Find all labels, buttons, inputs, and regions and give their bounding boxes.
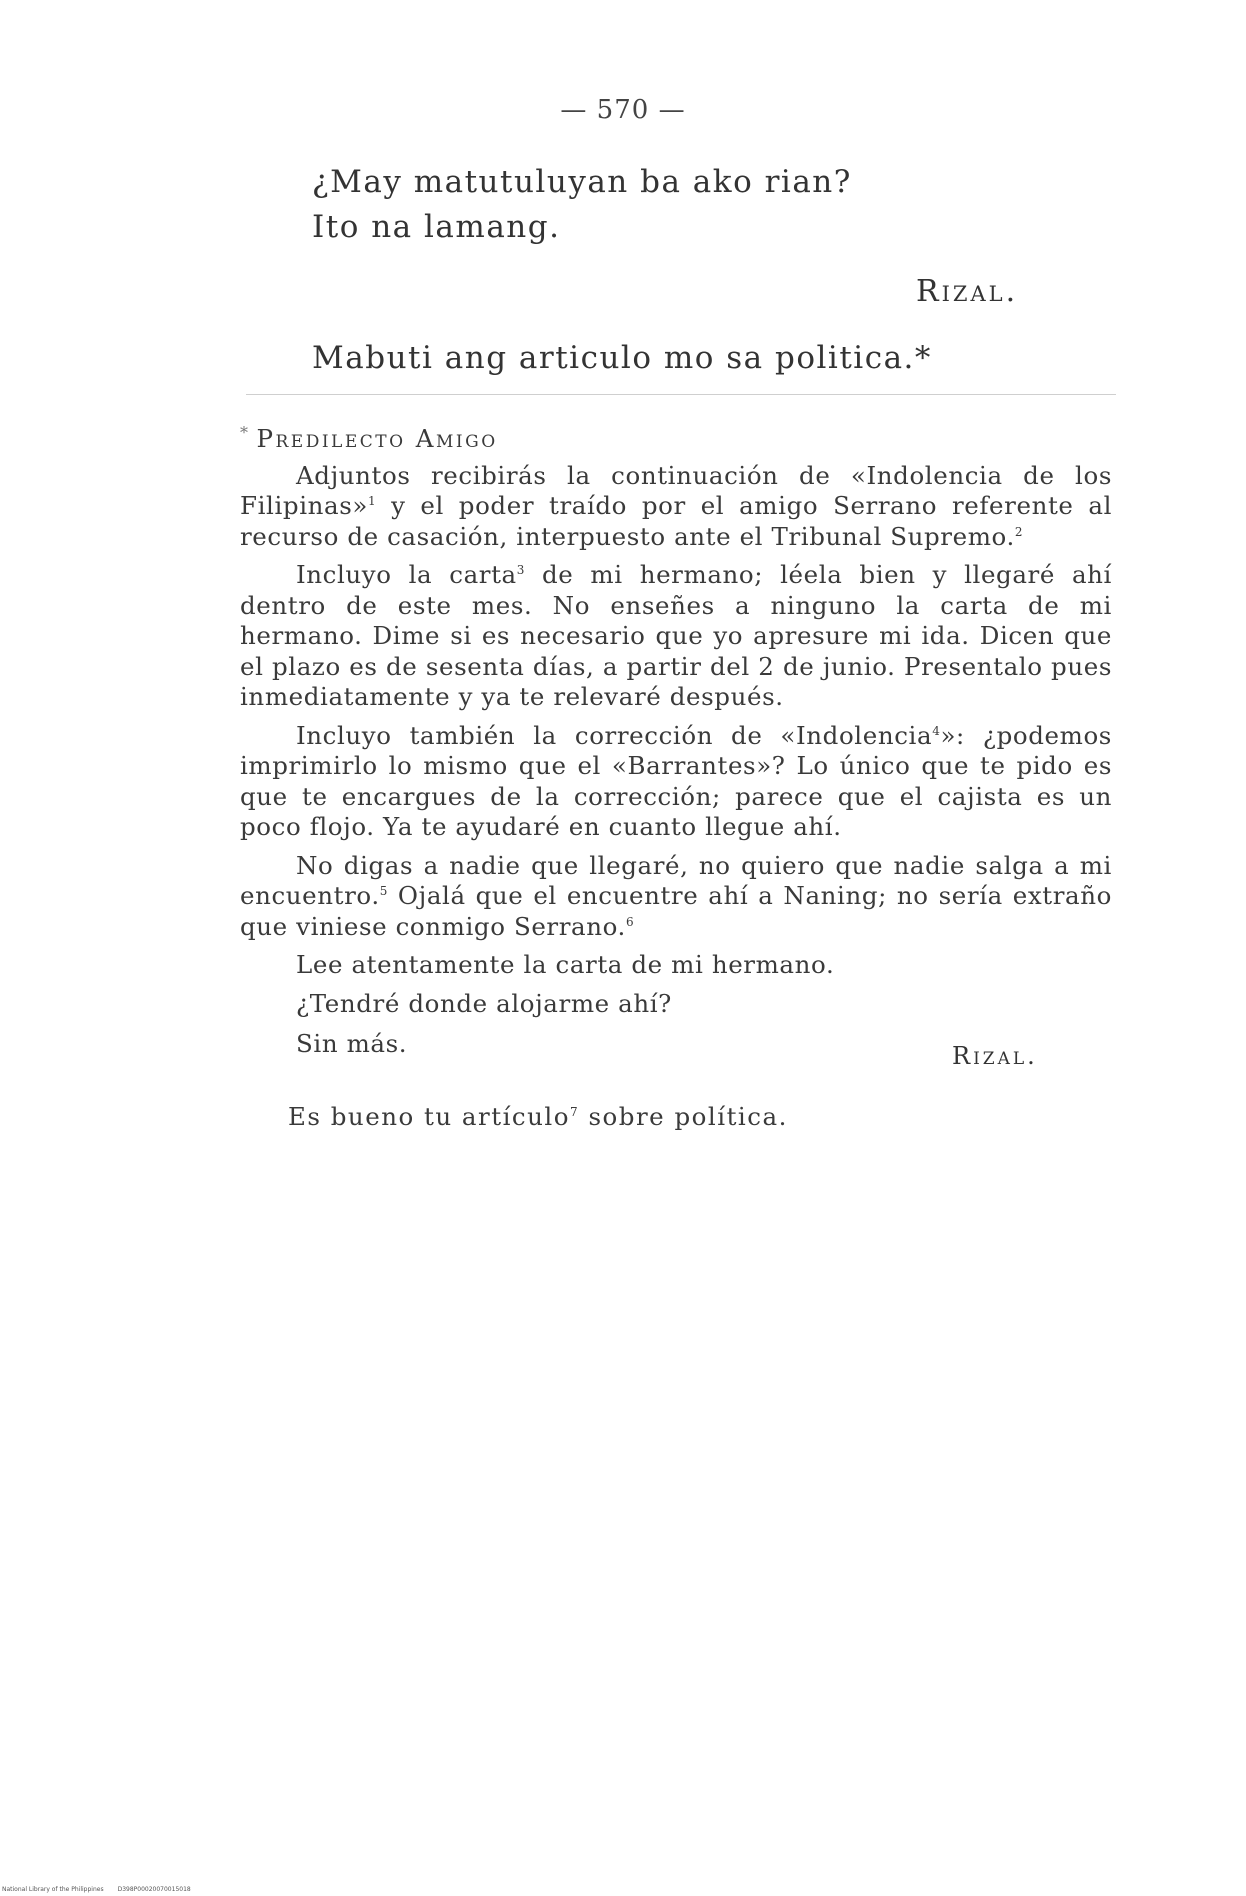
paragraph-1-text: Adjuntos recibirás la continuación de «Indolencia de los Filipinas»: [240, 460, 1112, 521]
paragraph-2-text: Incluyo la carta: [296, 560, 517, 590]
paragraph-4: [240, 851, 1112, 943]
footnote-ref: 1: [367, 494, 377, 508]
footnote-ref: 7: [570, 1104, 580, 1119]
salutation-text: Predilecto Amigo: [256, 424, 498, 454]
page-number: — 570 —: [560, 95, 686, 125]
footnote-ref: 2: [1014, 524, 1024, 539]
footnote-ref: 5: [379, 884, 388, 898]
paragraph-3: [240, 721, 1112, 843]
library-credit: National Library of the Philippines: [2, 1886, 104, 1893]
tagalog-postscript: Mabuti ang articulo mo sa politica.*: [312, 340, 932, 376]
salutation: [240, 418, 1112, 455]
spanish-postscript: [288, 1102, 788, 1131]
paragraph-1: [240, 461, 1112, 553]
spanish-signature: Rizal.: [952, 1042, 1038, 1070]
paragraph-3-text: Incluyo también la corrección de «Indolencia: [296, 720, 933, 750]
footnote-ref: 4: [932, 723, 941, 738]
paragraph-4-text-cont: Ojalá que el encuentre ahí a Naning; no sería extraño que viniese conmigo Serrano.: [240, 881, 1112, 941]
footnote-ref: 6: [625, 914, 635, 929]
paragraph-1-text-cont: y el poder traído por el amigo Serrano referente al recurso de casación, interpuesto ante el Tribunal Supremo.: [240, 491, 1112, 551]
footnote-ref: 3: [516, 563, 525, 577]
tagalog-line-closing: Ito na lamang.: [312, 209, 561, 245]
tagalog-signature: Rizal.: [916, 274, 1019, 309]
paragraph-2-text-cont: de mi hermano; léela bien y llegaré ahí dentro de este mes. No enseñes a ninguno la carta de mi hermano. Dime si es necesario que yo apresure mi ida. Dicen que el plazo es de sesenta días, a partir del 2 de junio. Presentalo pues inmediatamente y ya te relevaré después.: [240, 560, 1112, 712]
paragraph-2: [240, 560, 1112, 713]
line-sin-mas: Sin más.: [296, 1029, 408, 1059]
section-divider: [246, 394, 1116, 395]
line-lodging: ¿Tendré donde alojarme ahí?: [296, 988, 672, 1018]
paragraph-4-text: No digas a nadie que llegaré, no quiero que nadie salga a mi encuentro.: [240, 850, 1112, 911]
tagalog-line-question: ¿May matutuluyan ba ako rian?: [312, 164, 852, 200]
spanish-translation: [240, 418, 1112, 1072]
paragraph-3-text-cont: »: ¿podemos imprimirlo lo mismo que el «Barrantes»? Lo único que te pido es que te encargues de la corrección; parece que el cajista es un poco flojo. Ya te ayudaré en cuanto llegue ahí.: [240, 720, 1112, 842]
scan-code: D398P00020070015018: [117, 1886, 191, 1893]
footnote-asterisk: *: [240, 423, 251, 442]
line-read-letter: Lee atentamente la carta de mi hermano.: [296, 950, 835, 980]
scan-footer: [2, 1886, 191, 1893]
postscript-text: Es bueno tu artículo: [288, 1102, 571, 1131]
postscript-text-cont: sobre política.: [579, 1102, 788, 1131]
